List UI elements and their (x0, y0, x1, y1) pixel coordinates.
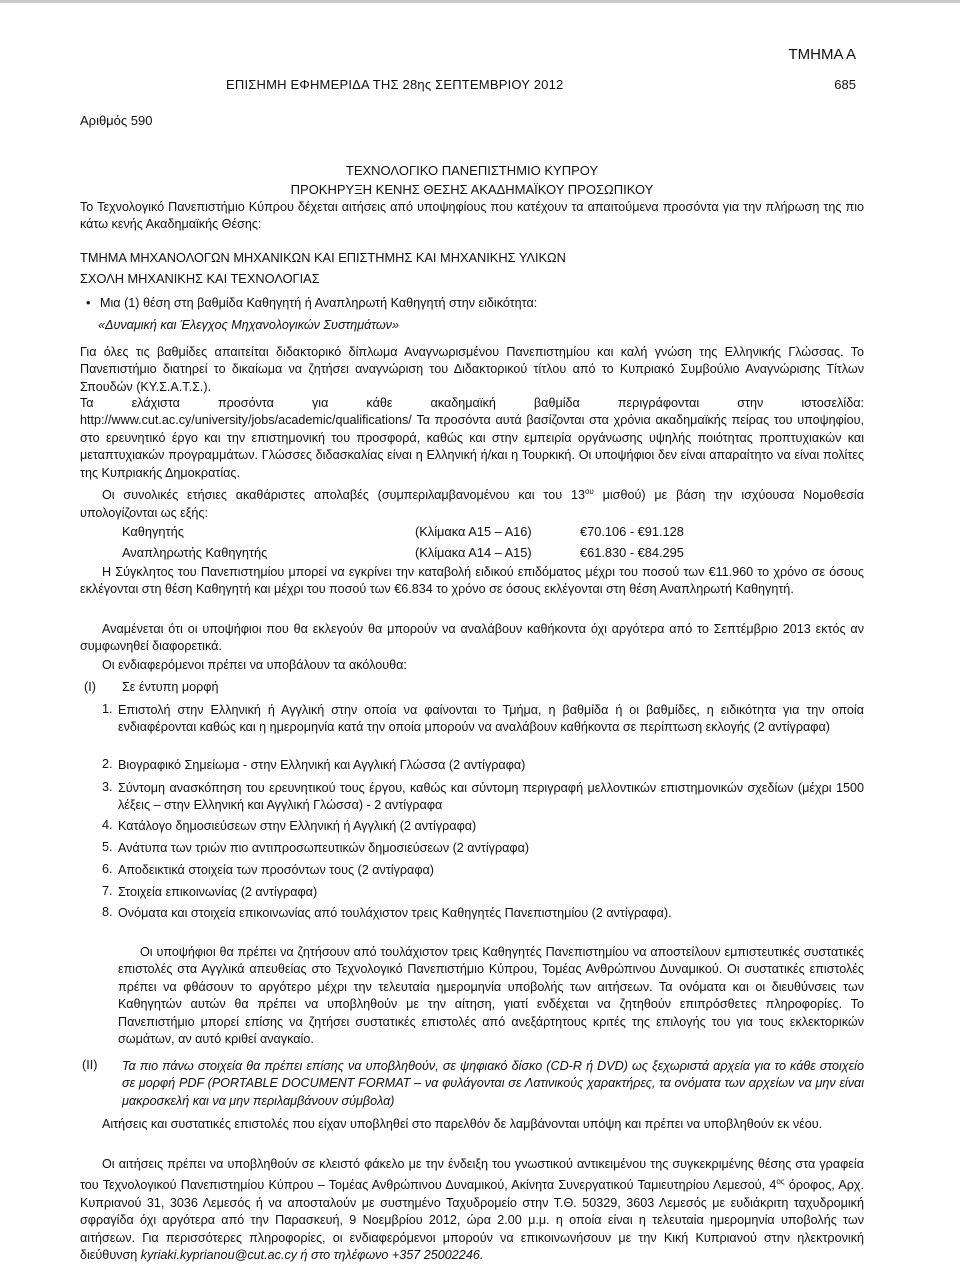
salary-title-associate: Αναπληρωτής Καθηγητής (122, 545, 268, 560)
item-number: 2. (102, 757, 113, 771)
salary-range-associate: €61.830 - €84.295 (580, 545, 684, 560)
part1-label: Σε έντυπη μορφή (122, 680, 219, 694)
part1-marker: (Ι) (84, 680, 96, 694)
salary-intro-text-a: Οι συνολικές ετήσιες ακαθάριστες απολαβές (συμπεριλαμβανομένου και του 13 (102, 488, 585, 503)
electronic-submission-paragraph: Τα πιο πάνω στοιχεία θα πρέπει επίσης να υποβληθούν, σε ψηφιακό δίσκο (CD-R ή DVD) ως ξεχωριστά αρχεία για το κάθε στοιχείο σε μορφή PDF (PORTABLE DOCUMENT FORMAT – να φυλάγονται σε Λατινικούς χαρακτήρες, τα ονόματα των αρχείων να μην είναι μακροσκελή και να μην περιλαμβάνουν σύμβολα) (122, 1059, 864, 1108)
position-bullet: • (86, 296, 91, 310)
qualification-paragraph: Για όλες τις βαθμίδες απαιτείται διδακτορικό δίπλωμα Αναγνωρισμένου Πανεπιστημίου και καλή γνώση της Ελληνικής Γλώσσας. Το Πανεπιστήμιο διατηρεί το δικαίωμα να ζητήσει αναγνώριση του Διδακτορικού τίτλου από το Κυπριακό Συμβούλιο Αναγνώρισης Τίτλων Σπουδών (ΚΥ.Σ.Α.Τ.Σ.). (80, 345, 864, 394)
submission-text-a: Οι αιτήσεις πρέπει να υποβληθούν σε κλειστό φάκελο με την ένδειξη του γνωστικού αντικειμένου της συγκεκριμένης θέσης στα γραφεία του Τεχνολογικού Πανεπιστημίου Κύπρου – Τομέας Ανθρώπινου Δυναμικού, Ακίνητα Συνεργατικού Ταμιευτηρίου Λεμεσού, 4 (80, 1157, 864, 1193)
announcement-title: ΠΡΟΚΗΡΥΞΗ ΚΕΝΗΣ ΘΕΣΗΣ ΑΚΑΔΗΜΑΪΚΟΥ ΠΡΟΣΩΠΙΚΟΥ (290, 182, 654, 197)
list-item: Σύντομη ανασκόπηση του ερευνητικού τους έργου, καθώς και σύντομη περιγραφή μελλοντικών επιστημονικών σχεδίων (μέχρι 1500 λέξεις – στην Ελληνική και Αγγλική Γλώσσα) - 2 αντίγραφα (118, 781, 864, 813)
section-label: ΤΜΗΜΑ Α (788, 46, 856, 63)
school-name: ΣΧΟΛΗ ΜΗΧΑΝΙΚΗΣ ΚΑΙ ΤΕΧΝΟΛΟΓΙΑΣ (80, 271, 320, 286)
item-number: 7. (102, 884, 113, 898)
list-item: Ανάτυπα των τριών πιο αντιπροσωπευτικών δημοσιεύσεων (2 αντίγραφα) (118, 841, 530, 855)
item-number: 8. (102, 905, 113, 919)
contact-email[interactable]: kyriaki.kyprianou@cut.ac.cy ή στο τηλέφωνο +357 25002246. (140, 1248, 484, 1263)
salary-scale-professor: (Κλίμακα Α15 – Α16) (415, 524, 532, 539)
previous-applications-paragraph: Αιτήσεις και συστατικές επιστολές που είχαν υποβληθεί στο παρελθόν δε λαμβάνονται υπόψη και πρέπει να υποβληθούν εκ νέου. (102, 1117, 823, 1131)
page-number: 685 (834, 77, 856, 92)
item-number: 1. (102, 702, 113, 716)
start-date-paragraph: Αναμένεται ότι οι υποψήφιοι που θα εκλεγούν θα μπορούν να αναλάβουν καθήκοντα όχι αργότερα από το Σεπτέμβριο 2013 εκτός αν συμφωνηθεί διαφορετικά. (80, 622, 864, 654)
list-item: Επιστολή στην Ελληνική ή Αγγλική στην οποία να φαίνονται το Τμήμα, η βαθμίδα ή οι βαθμίδες, η ειδικότητα για την οποία ενδιαφέρονται καθώς και η ημερομηνία κατά την οποία μπορούν να αναλάβουν καθήκοντα σε περίπτωση εκλογής (2 αντίγραφα) (118, 703, 864, 735)
submission-intro: Οι ενδιαφερόμενοι πρέπει να υποβάλουν τα ακόλουθα: (102, 658, 407, 672)
notice-number: Αριθμός 590 (80, 113, 153, 128)
submission-text-b: όροφος, Αρχ. Κυπριανού 31, 3036 Λεμεσός ή να αποσταλούν με συστημένο Ταχυδρομείο στην Τ.Θ. 50329, 3603 Λεμεσός με ευδιάκριτη ταχυδρομική σφραγίδα όχι αργότερα από την Παρασκευή, 9 Νοεμβρίου 2012, ώρα 2.00 μ.μ. η οποία είναι η τελευταία ημερομηνία υποβολής των αιτήσεων. Για περισσότερες πληροφορίες, οι ενδιαφερόμενοι μπορούν να επικοινωνήσουν με την Κική Κυπριανού στην ηλεκτρονική διεύθυνση (80, 1178, 865, 1263)
salary-scale-associate: (Κλίμακα Α14 – Α15) (415, 545, 532, 560)
position-specialty: «Δυναμική και Έλεγχος Μηχανολογικών Συστημάτων» (98, 318, 399, 332)
salary-range-professor: €70.106 - €91.128 (580, 524, 684, 539)
item-number: 4. (102, 818, 113, 832)
university-title: ΤΕΧΝΟΛΟΓΙΚΟ ΠΑΝΕΠΙΣΤΗΜΙΟ ΚΥΠΡΟΥ (345, 163, 599, 178)
list-item: Αποδεικτικά στοιχεία των προσόντων τους (2 αντίγραφα) (118, 863, 434, 877)
application-submission-paragraph (80, 1156, 864, 1265)
gazette-header: ΕΠΙΣΗΜΗ ΕΦΗΜΕΡΙΔΑ ΤΗΣ 28ης ΣΕΠΤΕΜΒΡΙΟΥ 2012 (226, 77, 564, 92)
list-item: Βιογραφικό Σημείωμα - στην Ελληνική και Αγγλική Γλώσσα (2 αντίγραφα) (118, 758, 526, 772)
allowance-paragraph: Η Σύγκλητος του Πανεπιστημίου μπορεί να εγκρίνει την καταβολή ειδικού επιδόματος μέχρι του ποσού των €11.960 το χρόνο σε όσους εκλέγονται στη θέση Καθηγητή και μέχρι του ποσού των €6.834 το χρόνο σε όσους εκλέγονται στη θέση Αναπληρωτή Καθηγητή. (80, 565, 864, 597)
references-paragraph: Οι υποψήφιοι θα πρέπει να ζητήσουν από τουλάχιστον τρεις Καθηγητές Πανεπιστημίου να αποστείλουν εμπιστευτικές συστατικές επιστολές στα Αγγλικά απευθείας στο Τεχνολογικό Πανεπιστήμιο Κύπρου, Τομέας Ανθρώπινου Δυναμικού. Οι συστατικές επιστολές πρέπει να φθάσουν το αργότερο μέχρι την τελευταία ημερομηνία υποβολής των αιτήσεων. Τα ονόματα και οι διευθύνσεις των Καθηγητών αυτών θα πρέπει να υποβληθούν με την αίτηση, γιατί ενδέχεται να ζητηθούν επιπρόσθετες πληροφορίες. Το Πανεπιστήμιο μπορεί επίσης να ζητήσει συστατικές επιστολές από ανεξάρτητους κριτές της επιλογής του για τους εκλεκτορικών σωμάτων, αν αυτό κριθεί αναγκαίο. (118, 945, 864, 1047)
item-number: 6. (102, 862, 113, 876)
intro-paragraph: Το Τεχνολογικό Πανεπιστήμιο Κύπρου δέχεται αιτήσεις από υποψηφίους που κατέχουν τα απαιτούμενα προσόντα για την πλήρωση της πιο κάτω κενής Ακαδημαϊκής Θέσης: (80, 200, 864, 232)
list-item: Κατάλογο δημοσιεύσεων στην Ελληνική ή Αγγλική (2 αντίγραφα) (118, 819, 477, 833)
list-item: Στοιχεία επικοινωνίας (2 αντίγραφα) (118, 885, 318, 899)
item-number: 5. (102, 840, 113, 854)
salary-intro-sup: ου (584, 487, 594, 496)
position-text: Μια (1) θέση στη βαθμίδα Καθηγητή ή Αναπληρωτή Καθηγητή στην ειδικότητα: (100, 296, 538, 310)
minimum-qualifications-paragraph: Τα ελάχιστα προσόντα για κάθε ακαδημαϊκή βαθμίδα περιγράφονται στην ιστοσελίδα: http://www.cut.ac.cy/university/jobs/academic/qualifications/ Τα προσόντα αυτά βασίζονται στα χρόνια ακαδημαϊκής πείρας του υποψηφίου, στο ερευνητικό έργο και την επιστημονική του προσφορά, καθώς και στην εμπειρία οργάνωσης υψηλής ποιότητας προπτυχιακών και μεταπτυχιακών προγραμμάτων. Γλώσσες διδασκαλίας είναι η Ελληνική ή/και η Τουρκική. Οι υποψήφιοι δεν είναι απαραίτητο να είναι πολίτες της Κυπριακής Δημοκρατίας. (80, 396, 864, 480)
salary-intro (80, 483, 864, 522)
list-item: Ονόματα και στοιχεία επικοινωνίας από τουλάχιστον τρεις Καθηγητές Πανεπιστημίου (2 αντίγραφα). (118, 906, 672, 920)
floor-sup: ος (776, 1177, 785, 1187)
salary-title-professor: Καθηγητής (122, 524, 184, 539)
scan-edge (0, 0, 960, 3)
department-name: ΤΜΗΜΑ ΜΗΧΑΝΟΛΟΓΩΝ ΜΗΧΑΝΙΚΩΝ ΚΑΙ ΕΠΙΣΤΗΜΗΣ ΚΑΙ ΜΗΧΑΝΙΚΗΣ ΥΛΙΚΩΝ (80, 250, 566, 265)
part2-marker: (ΙΙ) (82, 1058, 98, 1072)
item-number: 3. (102, 780, 113, 794)
salary-intro-text-b: μισθού) με βάση την ισχύουσα Νομοθεσία υπολογίζονται ως εξής: (80, 488, 864, 520)
